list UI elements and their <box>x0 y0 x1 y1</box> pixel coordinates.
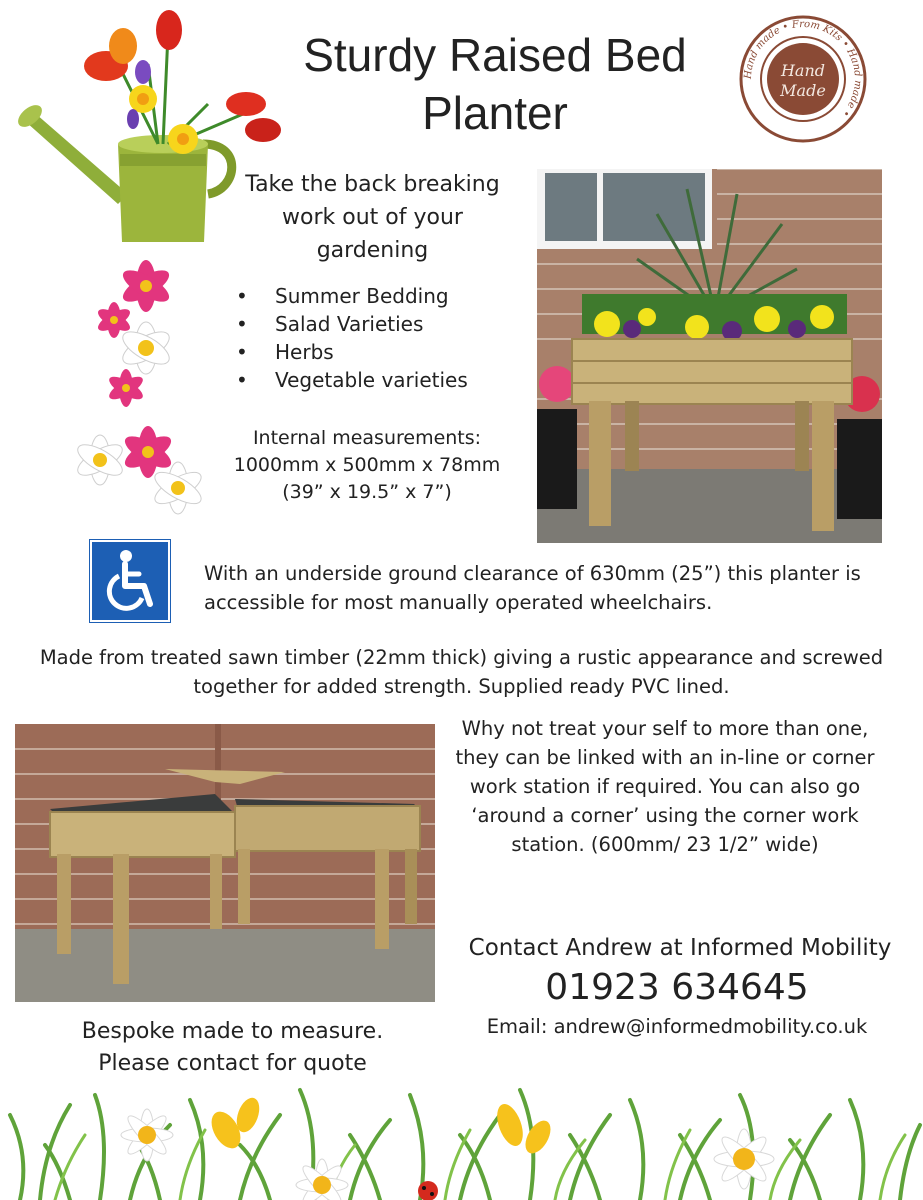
stamp-line-2: Made <box>780 81 826 100</box>
grass-flowers-footer <box>0 1075 923 1200</box>
bespoke-line-2: Please contact for quote <box>98 1051 367 1076</box>
pink-white-flowers-illustration <box>68 250 213 522</box>
tagline: Take the back breaking work out of your gardening <box>245 172 500 263</box>
list-item: • Salad Varieties <box>230 310 468 338</box>
list-item: • Herbs <box>230 338 468 366</box>
stamp-line-1: Hand <box>780 61 826 80</box>
wheelchair-icon <box>90 540 170 622</box>
bespoke-note <box>40 1016 425 1080</box>
contact-line: Contact Andrew at Informed Mobility <box>468 935 892 961</box>
page-title <box>250 26 740 142</box>
phone-number[interactable]: 01923 634645 <box>545 967 809 1008</box>
planting-list <box>230 282 468 394</box>
material-text: Made from treated sawn timber (22mm thick) giving a rustic appearance and screwed together for added strength. Supplied ready PVC lined. <box>39 646 884 698</box>
planter-photo <box>537 169 882 543</box>
measurements-heading: Internal measurements: <box>252 427 482 449</box>
email-address[interactable]: Email: andrew@informedmobility.co.uk <box>486 1015 868 1038</box>
list-item: • Vegetable varieties <box>230 366 468 394</box>
measurements-imperial: (39” x 19.5” x 7”) <box>282 481 452 503</box>
handmade-stamp <box>738 14 868 144</box>
bespoke-line-1: Bespoke made to measure. <box>81 1019 384 1044</box>
title-line-2: Planter <box>422 87 568 139</box>
accessibility-text: With an underside ground clearance of 630mm (25”) this planter is accessible for most manually operated wheelchairs. <box>204 562 861 614</box>
planter-photo-illustration <box>537 169 882 543</box>
corner-planter-photo <box>15 724 435 1002</box>
corner-planter-illustration <box>15 724 435 1002</box>
stamp-ring-text: Hand made • From Kits • Hand made • <box>742 18 864 119</box>
measurements-metric: 1000mm x 500mm x 78mm <box>233 454 501 476</box>
wheelchair-symbol <box>92 542 168 620</box>
linked-stations-text: Why not treat your self to more than one, they can be linked with an in-line or corner work station if required. You can also go ‘around a corner’ using the corner work station. (600mm/ 23 1/2” wide) <box>455 717 875 856</box>
internal-measurements <box>222 425 512 506</box>
title-line-1: Sturdy Raised Bed <box>303 29 687 81</box>
list-item: • Summer Bedding <box>230 282 468 310</box>
